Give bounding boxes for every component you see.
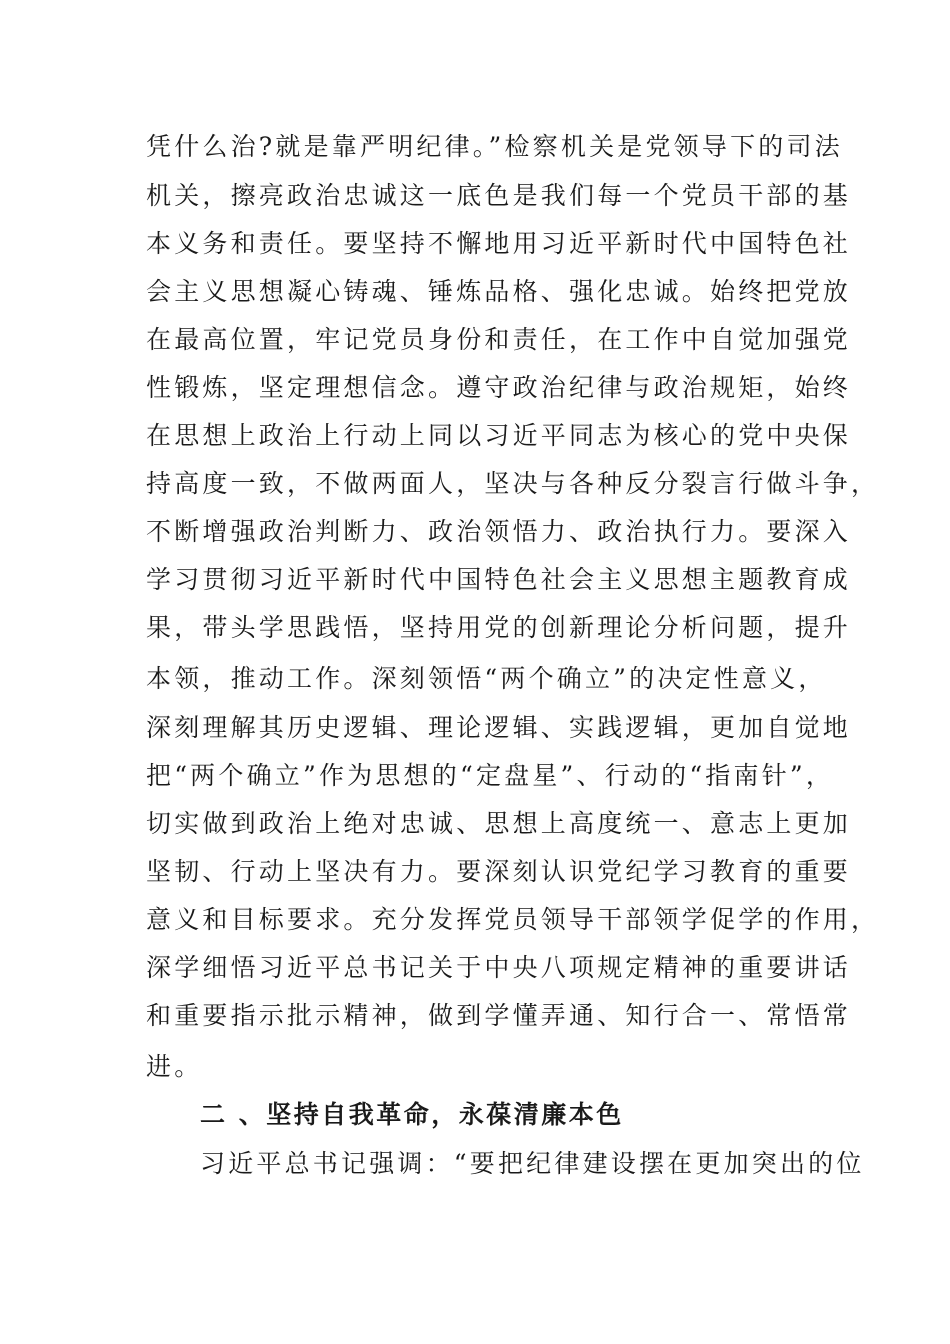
paragraph-line: 学习贯彻习近平新时代中国特色社会主义思想主题教育成: [146, 565, 852, 594]
paragraph-line: 在最高位置，牢记党员身份和责任，在工作中自觉加强党: [146, 325, 852, 354]
paragraph-line: 果，带头学思践悟，坚持用党的创新理论分析问题，提升: [146, 613, 852, 642]
paragraph-line: 机关，擦亮政治忠诚这一底色是我们每一个党员干部的基: [146, 181, 852, 210]
section-heading: 二 、坚持自我革命，永葆清廉本色: [200, 1100, 624, 1129]
paragraph-line: 把“两个确立”作为思想的“定盘星”、行动的“指南针”，: [146, 761, 835, 790]
paragraph-line: 会主义思想凝心铸魂、锤炼品格、强化忠诚。始终把党放: [146, 277, 852, 306]
paragraph-line: 习近平总书记强调：“要把纪律建设摆在更加突出的位: [200, 1149, 865, 1178]
paragraph-line: 在思想上政治上行动上同以习近平同志为核心的党中央保: [146, 421, 852, 450]
paragraph-line: 本义务和责任。要坚持不懈地用习近平新时代中国特色社: [146, 229, 852, 258]
paragraph-line: 深刻理解其历史逻辑、理论逻辑、实践逻辑，更加自觉地: [146, 713, 852, 742]
paragraph-line: 不断增强政治判断力、政治领悟力、政治执行力。要深入: [146, 517, 852, 546]
paragraph-line: 性锻炼，坚定理想信念。遵守政治纪律与政治规矩，始终: [146, 373, 852, 402]
paragraph-line: 和重要指示批示精神，做到学懂弄通、知行合一、常悟常: [146, 1001, 852, 1030]
paragraph-line: 本领，推动工作。深刻领悟“两个确立”的决定性意义，: [146, 664, 827, 693]
paragraph-line: 意义和目标要求。充分发挥党员领导干部领学促学的作用，: [146, 905, 880, 934]
paragraph-line: 持高度一致，不做两面人，坚决与各种反分裂言行做斗争，: [146, 469, 880, 498]
paragraph-line: 切实做到政治上绝对忠诚、思想上高度统一、意志上更加: [146, 809, 852, 838]
paragraph-line: 坚韧、行动上坚决有力。要深刻认识党纪学习教育的重要: [146, 857, 852, 886]
paragraph-line: 凭什么治?就是靠严明纪律。”检察机关是党领导下的司法: [146, 132, 843, 161]
paragraph-line: 进。: [146, 1052, 203, 1081]
paragraph-line: 深学细悟习近平总书记关于中央八项规定精神的重要讲话: [146, 953, 852, 982]
